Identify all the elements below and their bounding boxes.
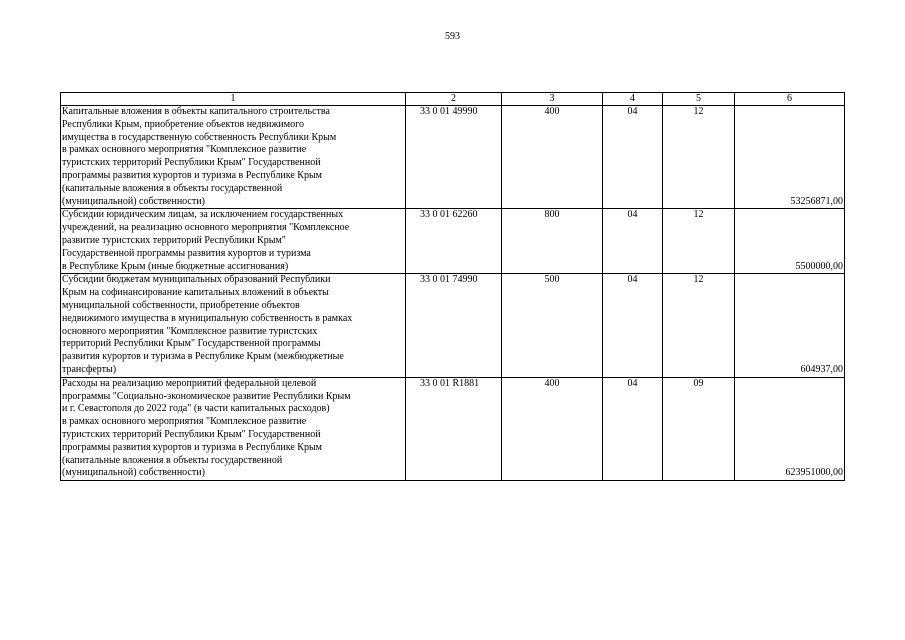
description-line: в рамках основного мероприятия "Комплексное развитие [62, 144, 307, 156]
column-number-header-row [61, 93, 845, 106]
description-line: туристских территорий Республики Крым" Государственной [62, 157, 321, 169]
target-article-code: 33 0 01 74990 [406, 274, 502, 377]
target-article-code: 33 0 01 62260 [406, 209, 502, 274]
column-header: 3 [502, 93, 603, 106]
description-line: Государственной программы развития курортов и туризма [62, 247, 311, 259]
subsection-code: 12 [663, 106, 735, 209]
expense-type-code: 400 [502, 106, 603, 209]
description-line: (муниципальной) собственности) [62, 195, 205, 207]
column-header: 2 [406, 93, 502, 106]
section-code: 04 [603, 209, 663, 274]
row-description [61, 106, 406, 209]
description-line: Капитальные вложения в объекты капитального строительства [62, 106, 330, 117]
budget-table [60, 92, 845, 481]
subsection-code: 12 [663, 209, 735, 274]
description-line: территорий Республики Крым" Государственной программы [62, 338, 321, 350]
section-code: 04 [603, 274, 663, 377]
column-header: 4 [603, 93, 663, 106]
amount: 53256871,00 [735, 106, 845, 209]
description-line: учреждений, на реализацию основного мероприятия "Комплексное [62, 222, 350, 234]
description-line: программы "Социально-экономическое развитие Республики Крым [62, 390, 351, 402]
amount: 623951000,00 [735, 377, 845, 480]
description-line: и г. Севастополя до 2022 года" (в части капитальных расходов) [62, 403, 330, 415]
expense-type-code: 800 [502, 209, 603, 274]
section-code: 04 [603, 106, 663, 209]
description-line: программы развития курортов и туризма в Республике Крым [62, 441, 322, 453]
section-code: 04 [603, 377, 663, 480]
description-line: недвижимого имущества в муниципальную собственность в рамках [62, 312, 353, 324]
description-line: развития курортов и туризма в Республике Крым (межбюджетные [62, 351, 344, 363]
expense-type-code: 500 [502, 274, 603, 377]
subsection-code: 09 [663, 377, 735, 480]
description-line: трансферты) [62, 363, 117, 375]
description-line: Республики Крым, приобретение объектов недвижимого [62, 118, 304, 130]
description-line: муниципальной собственности, приобретение объектов [62, 299, 300, 311]
expense-type-code: 400 [502, 377, 603, 480]
table-row [61, 274, 845, 377]
description-line: Расходы на реализацию мероприятий федеральной целевой [62, 377, 317, 389]
column-header: 5 [663, 93, 735, 106]
column-header: 1 [61, 93, 406, 106]
target-article-code: 33 0 01 R1881 [406, 377, 502, 480]
table-row [61, 377, 845, 480]
amount: 5500000,00 [735, 209, 845, 274]
subsection-code: 12 [663, 274, 735, 377]
column-header: 6 [735, 93, 845, 106]
description-line: в рамках основного мероприятия "Комплексное развитие [62, 416, 307, 428]
description-line: программы развития курортов и туризма в Республике Крым [62, 169, 322, 181]
description-line: имущества в государственную собственность Республики Крым [62, 131, 337, 143]
description-line: в Республике Крым (иные бюджетные ассигнования) [62, 260, 289, 272]
page-number: 593 [445, 31, 460, 42]
row-description [61, 377, 406, 480]
description-line: основного мероприятия "Комплексное развитие туристских [62, 325, 318, 337]
row-description [61, 274, 406, 377]
description-line: (муниципальной) собственности) [62, 467, 205, 479]
table-row [61, 106, 845, 209]
row-description [61, 209, 406, 274]
description-line: (капитальные вложения в объекты государственной [62, 182, 283, 194]
description-line: туристских территорий Республики Крым" Государственной [62, 428, 321, 440]
description-line: развитие туристских территорий Республики Крым" [62, 234, 286, 246]
description-line: Субсидии юридическим лицам, за исключением государственных [62, 209, 344, 221]
description-line: (капитальные вложения в объекты государственной [62, 454, 283, 466]
description-line: Крым на софинансирование капитальных вложений в объекты [62, 287, 329, 299]
amount: 604937,00 [735, 274, 845, 377]
description-line: Субсидии бюджетам муниципальных образований Республики [62, 274, 331, 286]
target-article-code: 33 0 01 49990 [406, 106, 502, 209]
table-row [61, 209, 845, 274]
